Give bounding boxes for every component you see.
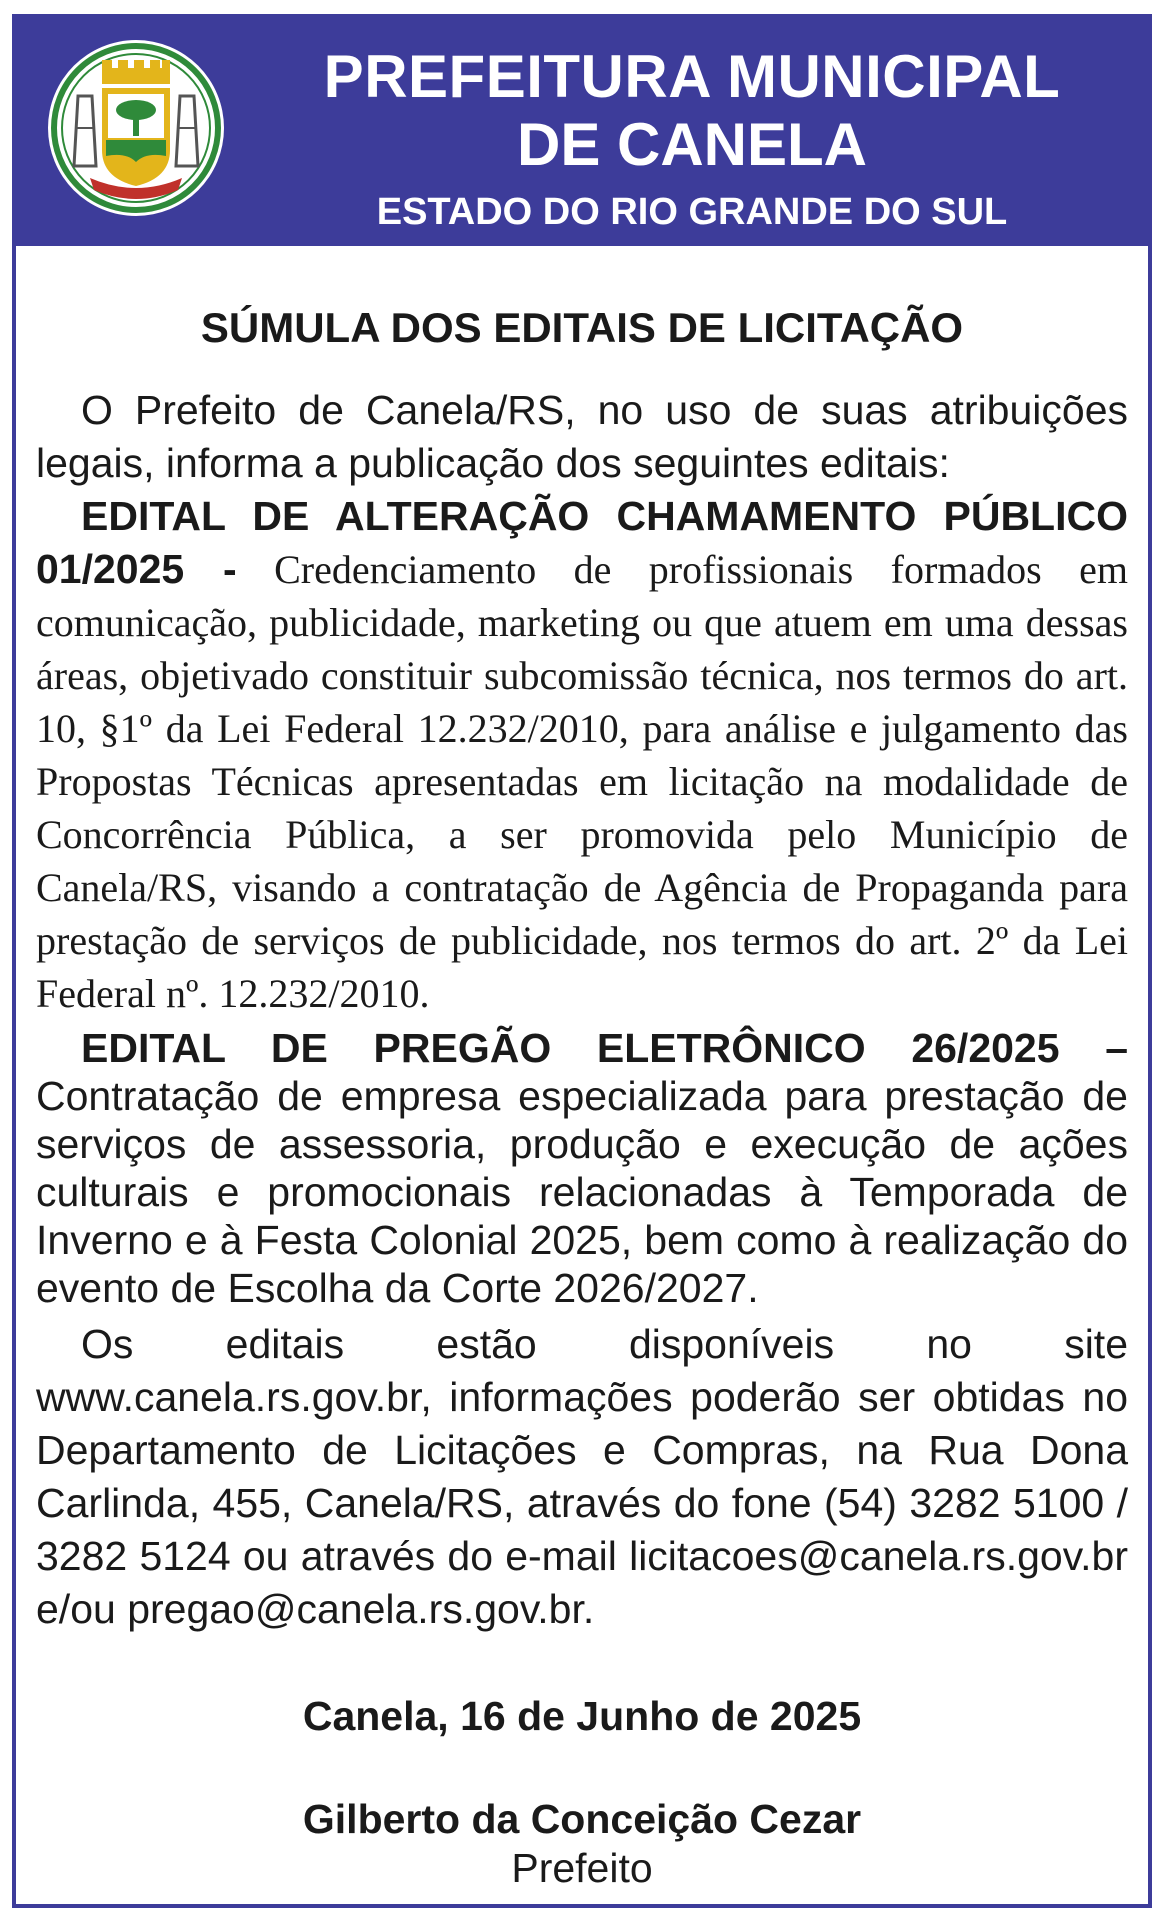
header-title-line1: PREFEITURA MUNICIPAL [323, 43, 1061, 110]
notice-title: SÚMULA DOS EDITAIS DE LICITAÇÃO [200, 304, 964, 351]
edital-2-text: Contratação de empresa especializada para prestação de serviços de assessoria, produção e execução de ações culturais e promocionais relacionadas à Temporada de Inverno e à Festa Colonial 2025, bem como à realização do evento de Escolha da Corte 2026/2027. [36, 1073, 1128, 1311]
intro-paragraph: O Prefeito de Canela/RS, no uso de suas atribuições legais, informa a publicação dos seguintes editais: [36, 387, 1128, 486]
edital-1-heading: EDITAL DE ALTERAÇÃO CHAMAMENTO PÚBLICO 01/2025 - [36, 493, 1128, 592]
edital-1-text: Credenciamento de profissionais formados em comunicação, publicidade, marketing ou que atuem em uma dessas áreas, objetivado constituir subcomissão técnica, nos termos do art. 10, §1º da Lei Federal 12.232/2010, para análise e julgamento das Propostas Técnicas apresentadas em licitação na modalidade de Concorrência Pública, a ser promovida pelo Município de Canela/RS, visando a contratação de Agência de Propaganda para prestação de serviços de publicidade, nos termos do art. 2º da Lei Federal nº. 12.232/2010. [36, 547, 1128, 1016]
edital-1-paragraph [36, 490, 1128, 1020]
signer-name: Gilberto da Conceição Cezar [302, 1796, 862, 1842]
contact-paragraph: Os editais estão disponíveis no site www.canela.rs.gov.br, informações poderão ser obtidas no Departamento de Licitações e Compras, na Rua Dona Carlinda, 455, Canela/RS, através do fone (54) 3282 5100 / 3282 5124 ou através do e-mail licitacoes@canela.rs.gov.br e/ou pregao@canela.rs.gov.br. [36, 1321, 1128, 1632]
notice-body [36, 246, 1128, 1892]
signer-role: Prefeito [511, 1845, 653, 1891]
municipal-coat-of-arms-icon [46, 38, 226, 218]
edital-2-paragraph [36, 1024, 1128, 1312]
edital-2-heading: EDITAL DE PREGÃO ELETRÔNICO 26/2025 – [81, 1025, 1128, 1071]
header-title-line2: DE CANELA [516, 111, 867, 178]
notice-date: Canela, 16 de Junho de 2025 [302, 1693, 862, 1739]
header-state: ESTADO DO RIO GRANDE DO SUL [376, 191, 1008, 233]
header-banner [16, 18, 1148, 246]
notice-frame [12, 14, 1152, 1908]
